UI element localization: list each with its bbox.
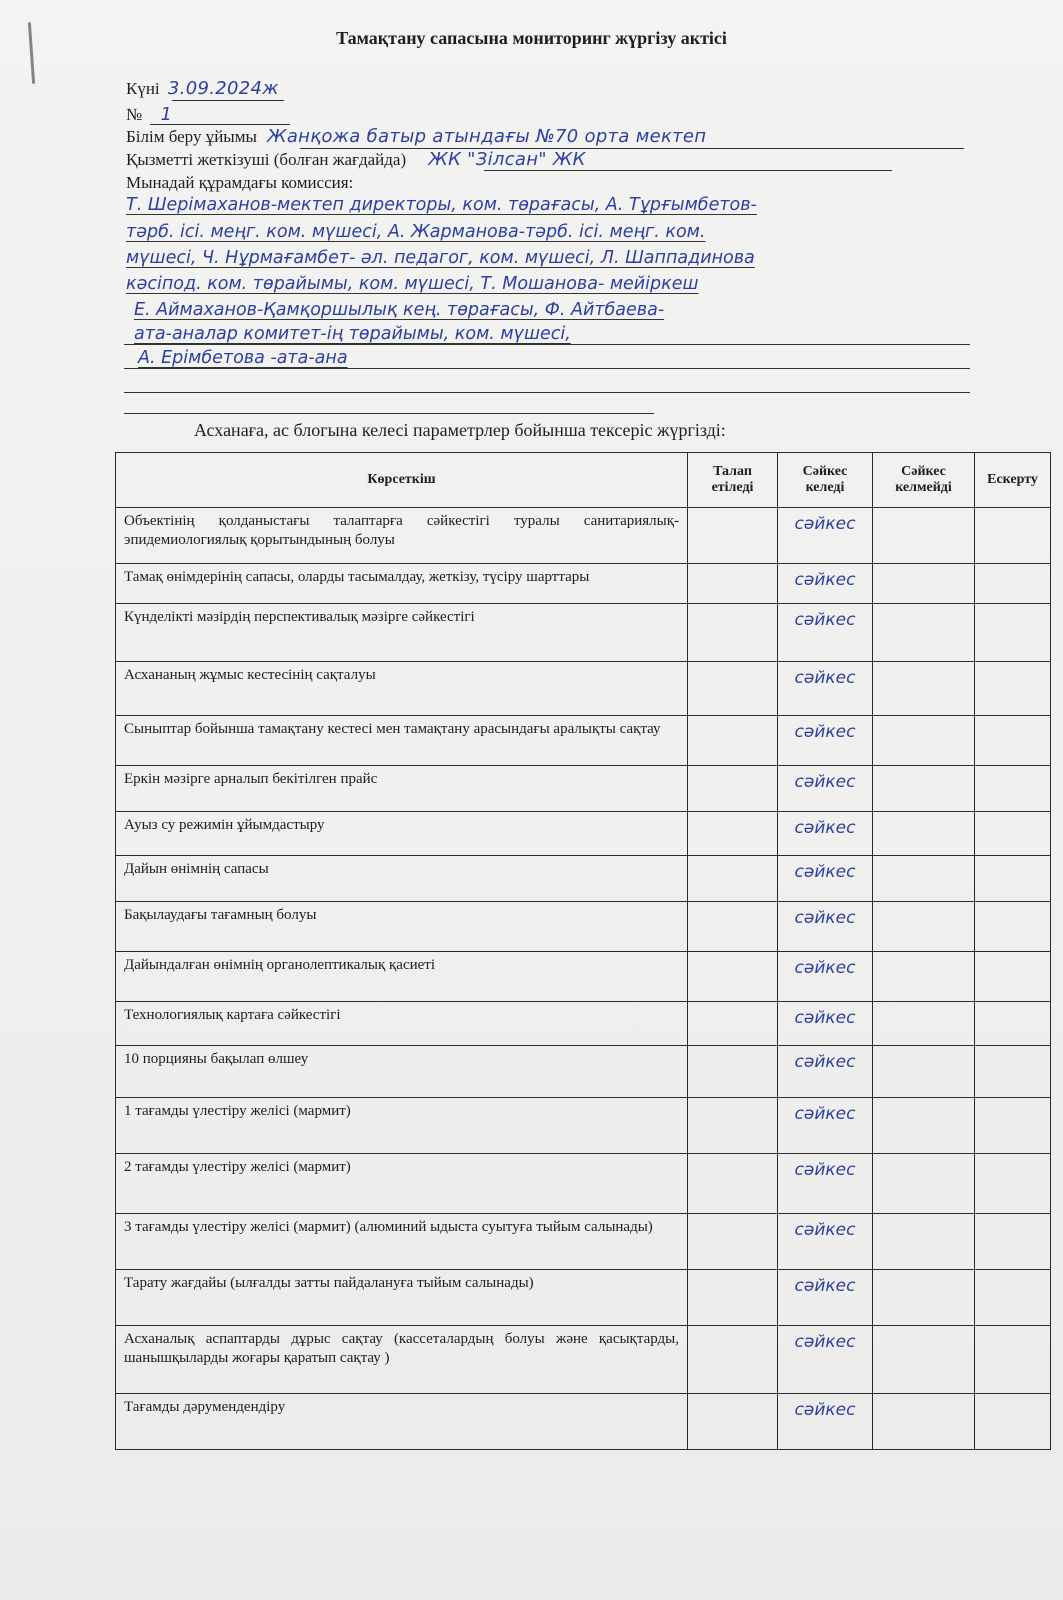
matches-cell: сәйкес <box>778 508 873 564</box>
indicator-cell: Бақылаудағы тағамның болуы <box>116 902 688 952</box>
indicator-cell: 3 тағамды үлестіру желісі (мармит) (алюминий ыдыста суытуға тыйым салынады) <box>116 1214 688 1270</box>
matches-cell: сәйкес <box>778 1154 873 1214</box>
indicator-cell: Күнделікті мәзірдің перспективалық мәзірге сәйкестігі <box>116 604 688 662</box>
matches-cell: сәйкес <box>778 1326 873 1394</box>
required-cell <box>688 604 778 662</box>
organization-field <box>126 126 706 147</box>
note-cell <box>975 1046 1051 1098</box>
note-cell <box>975 1002 1051 1046</box>
not-matches-cell <box>873 508 975 564</box>
organization-value: Жанқожа батыр атындағы №70 орта мектеп <box>267 126 707 147</box>
inspection-subtitle: Асханаға, ас блогына келесі параметрлер бойынша тексеріс жүргізді: <box>194 420 726 440</box>
table-row <box>116 564 1051 604</box>
table-header-row <box>116 453 1051 508</box>
header-required: Талап етіледі <box>688 453 778 508</box>
not-matches-cell <box>873 564 975 604</box>
supplier-label: Қызметті жеткізуші (болған жағдайда) <box>126 150 407 169</box>
blank-line-2 <box>124 368 970 369</box>
table-row <box>116 604 1051 662</box>
indicator-cell: 10 порцияны бақылап өлшеу <box>116 1046 688 1098</box>
commission-line-2: тәрб. ісі. меңг. ком. мүшесі, А. Жарманова-тәрб. ісі. меңг. ком. <box>126 222 706 242</box>
required-cell <box>688 1270 778 1326</box>
indicator-cell: Сыныптар бойынша тамақтану кестесі мен тамақтану арасындағы аралықты сақтау <box>116 716 688 766</box>
indicator-cell: Тамақ өнімдерінің сапасы, оларды тасымалдау, жеткізу, түсіру шарттары <box>116 564 688 604</box>
table-row <box>116 1154 1051 1214</box>
blank-line-4 <box>124 413 654 414</box>
table-row <box>116 1002 1051 1046</box>
note-cell <box>975 564 1051 604</box>
matches-cell: сәйкес <box>778 716 873 766</box>
matches-cell: сәйкес <box>778 766 873 812</box>
commission-line-1: Т. Шерімаханов-мектеп директоры, ком. төрағасы, А. Тұрғымбетов- <box>126 195 757 215</box>
matches-cell: сәйкес <box>778 812 873 856</box>
table-row <box>116 716 1051 766</box>
matches-cell: сәйкес <box>778 564 873 604</box>
required-cell <box>688 952 778 1002</box>
note-cell <box>975 716 1051 766</box>
note-cell <box>975 1394 1051 1450</box>
required-cell <box>688 1002 778 1046</box>
matches-cell: сәйкес <box>778 1098 873 1154</box>
required-cell <box>688 1154 778 1214</box>
table-row <box>116 1326 1051 1394</box>
not-matches-cell <box>873 604 975 662</box>
table-row <box>116 662 1051 716</box>
table-row <box>116 902 1051 952</box>
indicator-cell: Дайындалған өнімнің органолептикалық қасиеті <box>116 952 688 1002</box>
supplier-value: ЖК "Зілсан" ЖК <box>428 149 586 170</box>
note-cell <box>975 856 1051 902</box>
matches-cell: сәйкес <box>778 662 873 716</box>
not-matches-cell <box>873 902 975 952</box>
required-cell <box>688 856 778 902</box>
indicator-cell: Дайын өнімнің сапасы <box>116 856 688 902</box>
blank-line-3 <box>124 392 970 393</box>
required-cell <box>688 662 778 716</box>
note-cell <box>975 662 1051 716</box>
commission-line-5: Е. Аймаханов-Қамқоршылық кең. төрағасы, Ф. Айтбаева- <box>134 300 665 320</box>
supplier-underline <box>484 170 892 171</box>
supplier-field <box>126 149 586 170</box>
not-matches-cell <box>873 1046 975 1098</box>
required-cell <box>688 902 778 952</box>
not-matches-cell <box>873 856 975 902</box>
required-cell <box>688 1394 778 1450</box>
matches-cell: сәйкес <box>778 1394 873 1450</box>
required-cell <box>688 1214 778 1270</box>
required-cell <box>688 508 778 564</box>
note-cell <box>975 902 1051 952</box>
note-cell <box>975 1326 1051 1394</box>
number-label: № <box>126 105 143 124</box>
note-cell <box>975 1214 1051 1270</box>
indicator-cell: 1 тағамды үлестіру желісі (мармит) <box>116 1098 688 1154</box>
note-cell <box>975 952 1051 1002</box>
table-row <box>116 812 1051 856</box>
note-cell <box>975 1098 1051 1154</box>
table-row <box>116 508 1051 564</box>
commission-line-6: ата-аналар комитет-ің төрайымы, ком. мүшесі, <box>134 324 571 344</box>
required-cell <box>688 564 778 604</box>
table-row <box>116 1098 1051 1154</box>
commission-line-3: мүшесі, Ч. Нұрмағамбет- әл. педагог, ком. мүшесі, Л. Шаппадинова <box>126 248 755 268</box>
indicator-cell: Тарату жағдайы (ылғалды затты пайдалануға тыйым салынады) <box>116 1270 688 1326</box>
number-field <box>126 104 172 125</box>
header-indicator: Көрсеткіш <box>116 453 688 508</box>
not-matches-cell <box>873 812 975 856</box>
document-title: Тамақтану сапасына мониторинг жүргізу актісі <box>336 28 727 48</box>
date-label: Күні <box>126 79 160 98</box>
header-note: Ескерту <box>975 453 1051 508</box>
commission-line-4: кәсіпод. ком. төрайымы, ком. мүшесі, Т. Мошанова- мейіркеш <box>126 274 699 294</box>
note-cell <box>975 508 1051 564</box>
note-cell <box>975 812 1051 856</box>
indicator-cell: Тағамды дәрумендендіру <box>116 1394 688 1450</box>
not-matches-cell <box>873 1326 975 1394</box>
not-matches-cell <box>873 1098 975 1154</box>
not-matches-cell <box>873 662 975 716</box>
required-cell <box>688 716 778 766</box>
header-not-matches: Сәйкес келмейді <box>873 453 975 508</box>
table-row <box>116 1046 1051 1098</box>
not-matches-cell <box>873 1270 975 1326</box>
table-row <box>116 856 1051 902</box>
not-matches-cell <box>873 952 975 1002</box>
date-value: 3.09.2024ж <box>167 78 279 99</box>
not-matches-cell <box>873 716 975 766</box>
required-cell <box>688 812 778 856</box>
matches-cell: сәйкес <box>778 1214 873 1270</box>
matches-cell: сәйкес <box>778 952 873 1002</box>
indicator-cell: Еркін мәзірге арналып бекітілген прайс <box>116 766 688 812</box>
date-field <box>126 78 279 99</box>
indicator-cell: Асханалық аспаптарды дұрыс сақтау (кассеталардың болуы және қасықтарды, шанышқыларды жоғары қаратып сақтау ) <box>116 1326 688 1394</box>
commission-line-7: А. Ерімбетова -ата-ана <box>138 348 348 368</box>
table-row <box>116 1394 1051 1450</box>
not-matches-cell <box>873 1154 975 1214</box>
not-matches-cell <box>873 1002 975 1046</box>
matches-cell: сәйкес <box>778 856 873 902</box>
indicator-cell: Технологиялық картаға сәйкестігі <box>116 1002 688 1046</box>
matches-cell: сәйкес <box>778 902 873 952</box>
note-cell <box>975 1270 1051 1326</box>
indicator-cell: Ауыз су режимін ұйымдастыру <box>116 812 688 856</box>
matches-cell: сәйкес <box>778 604 873 662</box>
inspection-table <box>115 452 1051 1450</box>
note-cell <box>975 604 1051 662</box>
table-row <box>116 1214 1051 1270</box>
indicator-cell: Объектінің қолданыстағы талаптарға сәйкестігі туралы санитариялық-эпидемиологиялық қорытындының болуы <box>116 508 688 564</box>
not-matches-cell <box>873 766 975 812</box>
matches-cell: сәйкес <box>778 1046 873 1098</box>
organization-label: Білім беру ұйымы <box>126 127 257 146</box>
blank-line-1 <box>124 344 970 345</box>
table-row <box>116 1270 1051 1326</box>
required-cell <box>688 1046 778 1098</box>
note-cell <box>975 766 1051 812</box>
date-underline <box>172 100 284 101</box>
matches-cell: сәйкес <box>778 1002 873 1046</box>
not-matches-cell <box>873 1214 975 1270</box>
commission-label: Мынадай құрамдағы комиссия: <box>126 173 354 192</box>
table-row <box>116 766 1051 812</box>
indicator-cell: 2 тағамды үлестіру желісі (мармит) <box>116 1154 688 1214</box>
required-cell <box>688 766 778 812</box>
number-value: 1 <box>160 104 173 125</box>
matches-cell: сәйкес <box>778 1270 873 1326</box>
not-matches-cell <box>873 1394 975 1450</box>
indicator-cell: Асхананың жұмыс кестесінің сақталуы <box>116 662 688 716</box>
required-cell <box>688 1326 778 1394</box>
table-row <box>116 952 1051 1002</box>
required-cell <box>688 1098 778 1154</box>
note-cell <box>975 1154 1051 1214</box>
number-underline <box>150 124 290 125</box>
header-matches: Сәйкес келеді <box>778 453 873 508</box>
